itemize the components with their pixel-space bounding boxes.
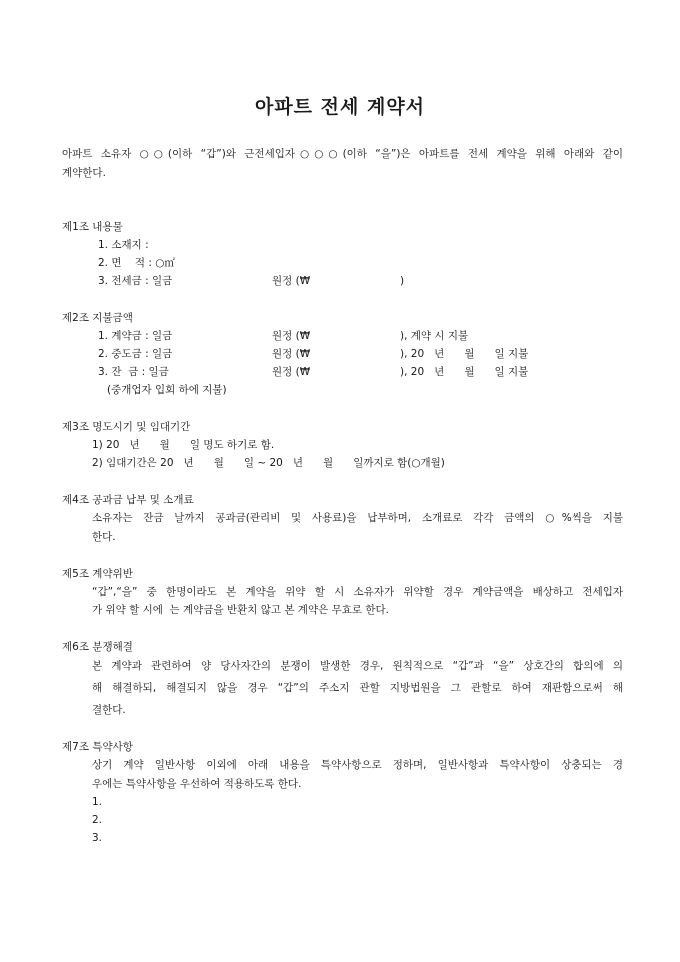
- article-1-deposit-won: 원정 (₩: [272, 275, 311, 287]
- intro-line-1: 아파트 소유자 ○○(이하 “갑”)와 근전세입자○○○(이하 “을”)은 아파트를 전세 계약을 위해 아래와 같이: [62, 148, 623, 160]
- article-2-interim-payment-won: 원정 (₩: [272, 348, 311, 360]
- article-7-item-1: 1.: [92, 796, 103, 808]
- article-2-interim-payment: 2. 중도금 : 일금: [98, 348, 173, 360]
- article-1-area: 2. 면 적 : ○㎡: [98, 257, 175, 269]
- article-6-line-2: 해 해결하되, 해결되지 않을 경우 “갑”의 주소지 관할 지방법원을 그 관할로 하여 재판함으로써 해: [92, 682, 623, 694]
- article-5-line-2: 가 위약 할 시에 는 계약금을 반환치 않고 본 계약은 무효로 한다.: [92, 604, 389, 616]
- article-7-item-3: 3.: [92, 832, 103, 844]
- article-4-line-2: 한다.: [92, 531, 116, 543]
- article-2-heading: 제2조 지불금액: [62, 312, 133, 324]
- article-4-line-1: 소유자는 잔금 날까지 공과금(관리비 및 사용료)을 납부하며, 소개료로 각각 금액의 ○%씩을 지불: [92, 512, 623, 524]
- article-6-line-1: 본 계약과 관련하여 양 당사자간의 분쟁이 발생한 경우, 원칙적으로 “갑”과 “을” 상호간의 합의에 의: [92, 660, 623, 672]
- article-3-heading: 제3조 명도시기 및 임대기간: [62, 421, 191, 433]
- article-7-line-1: 상기 계약 일반사항 이외에 아래 내용을 특약사항으로 정하며, 일반사항과 특약사항이 상충되는 경: [92, 759, 623, 771]
- article-7-heading: 제7조 특약사항: [62, 741, 133, 753]
- article-1-heading: 제1조 내용물: [62, 221, 123, 233]
- article-1-deposit: 3. 전세금 : 일금: [98, 275, 173, 287]
- article-7-line-2: 우에는 특약사항을 우선하여 적용하도록 한다.: [92, 778, 302, 790]
- article-1-deposit-close: ): [400, 275, 405, 287]
- article-4-heading: 제4조 공과금 납부 및 소개료: [62, 494, 194, 506]
- article-2-balance-when: ), 20 년 월 일 지불: [400, 366, 529, 378]
- article-7-item-2: 2.: [92, 814, 103, 826]
- article-3-item-2: 2) 임대기간은 20 년 월 일 ~ 20 년 월 일까지로 함(○개월): [92, 457, 445, 469]
- article-2-contract-fee: 1. 계약금 : 일금: [98, 330, 173, 342]
- article-2-balance-won: 원정 (₩: [272, 366, 311, 378]
- article-5-heading: 제5조 계약위반: [62, 568, 133, 580]
- article-2-balance: 3. 잔 금 : 일금: [98, 366, 169, 378]
- document-title: 아파트 전세 계약서: [254, 96, 426, 118]
- article-2-note: (중개업자 입회 하에 지불): [107, 384, 227, 396]
- article-2-contract-fee-won: 원정 (₩: [272, 330, 311, 342]
- article-3-item-1: 1) 20 년 월 일 명도 하기로 함.: [92, 439, 275, 451]
- article-6-line-3: 결한다.: [92, 704, 126, 716]
- article-1-location: 1. 소재지 :: [98, 239, 149, 251]
- article-2-contract-fee-when: ), 계약 시 지불: [400, 330, 469, 342]
- article-5-line-1: “갑”,“을” 중 한명이라도 본 계약을 위약 할 시 소유자가 위약할 경우 계약금액을 배상하고 전세입자: [92, 586, 623, 598]
- article-2-interim-payment-when: ), 20 년 월 일 지불: [400, 348, 529, 360]
- article-6-heading: 제6조 분쟁해결: [62, 641, 133, 653]
- intro-line-2: 계약한다.: [62, 167, 106, 179]
